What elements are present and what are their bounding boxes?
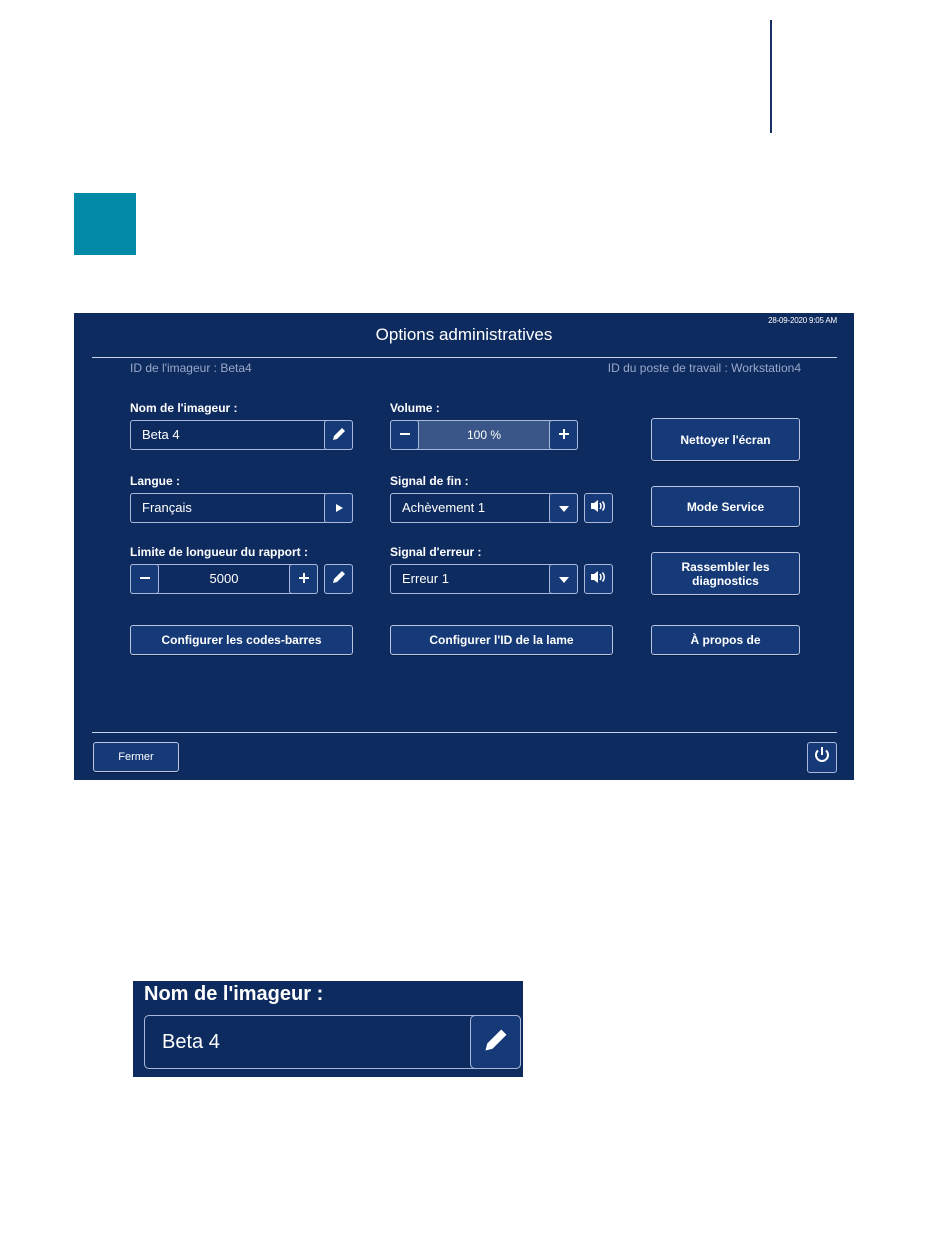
gather-diagnostics-button[interactable]: [651, 552, 800, 595]
end-signal-value: Achèvement 1: [402, 500, 486, 515]
volume-label: Volume :: [390, 401, 440, 415]
pencil-icon: [331, 426, 347, 445]
zoom-imager-name-value: Beta 4: [162, 1031, 220, 1053]
imager-name-label: Nom de l'imageur :: [130, 401, 238, 415]
dropdown-arrow-icon: [558, 572, 570, 587]
power-icon: [813, 746, 831, 769]
workstation-id-text: ID du poste de travail : Workstation4: [607, 361, 801, 375]
volume-value: 100 %: [466, 428, 502, 442]
language-field[interactable]: [130, 493, 353, 523]
power-button[interactable]: [807, 742, 837, 773]
close-label: Fermer: [118, 751, 154, 763]
clean-screen-label: Nettoyer l'écran: [680, 432, 771, 447]
service-mode-label: Mode Service: [686, 499, 765, 514]
configure-slide-id-button[interactable]: [390, 625, 613, 655]
minus-icon: [139, 572, 151, 587]
pencil-icon: [482, 1026, 510, 1059]
zoom-imager-name-label: Nom de l'imageur :: [144, 983, 324, 1005]
about-label: À propos de: [690, 633, 761, 647]
pencil-icon: [331, 569, 347, 590]
report-limit-increase-button[interactable]: [289, 564, 318, 594]
plus-icon: [558, 428, 570, 443]
imager-name-zoom-detail: [133, 981, 523, 1077]
error-signal-play-button[interactable]: [584, 564, 613, 594]
error-signal-dropdown-button[interactable]: [549, 564, 578, 594]
configure-barcodes-label: Configurer les codes-barres: [161, 633, 322, 647]
header-divider: [92, 357, 837, 358]
edit-report-limit-button[interactable]: [324, 564, 353, 594]
gather-diagnostics-label: Rassembler les diagnostics: [681, 559, 770, 588]
report-limit-decrease-button[interactable]: [130, 564, 159, 594]
error-signal-select[interactable]: [390, 564, 578, 594]
error-signal-label: Signal d'erreur :: [390, 545, 482, 559]
language-next-button[interactable]: [324, 493, 353, 523]
end-signal-select[interactable]: [390, 493, 578, 523]
end-signal-dropdown-button[interactable]: [549, 493, 578, 523]
configure-slide-id-label: Configurer l'ID de la lame: [429, 633, 574, 647]
volume-stepper: [390, 420, 578, 450]
dropdown-arrow-icon: [558, 501, 570, 516]
plus-icon: [298, 572, 310, 587]
page-title: Options administratives: [375, 325, 553, 344]
language-label: Langue :: [130, 474, 180, 488]
volume-increase-button[interactable]: [549, 420, 578, 450]
admin-options-screen: [74, 313, 854, 780]
speaker-icon: [590, 570, 608, 589]
zoom-imager-name-field: [144, 1015, 521, 1069]
page-margin-rule: [770, 20, 772, 133]
report-limit-value[interactable]: 5000: [209, 571, 239, 586]
speaker-icon: [590, 499, 608, 518]
about-button[interactable]: [651, 625, 800, 655]
end-signal-play-button[interactable]: [584, 493, 613, 523]
close-button[interactable]: [93, 742, 179, 772]
imager-name-field: [130, 420, 353, 450]
service-mode-button[interactable]: [651, 486, 800, 527]
report-limit-label: Limite de longueur du rapport :: [130, 545, 308, 559]
zoom-edit-imager-name-button[interactable]: [470, 1015, 521, 1069]
report-limit-stepper: [130, 564, 318, 594]
volume-decrease-button[interactable]: [390, 420, 419, 450]
edit-imager-name-button[interactable]: [324, 420, 353, 450]
error-signal-value: Erreur 1: [402, 571, 449, 586]
section-marker: [74, 193, 136, 255]
minus-icon: [399, 428, 411, 443]
clean-screen-button[interactable]: [651, 418, 800, 461]
configure-barcodes-button[interactable]: [130, 625, 353, 655]
footer-divider: [92, 732, 837, 733]
imager-name-value: Beta 4: [142, 427, 180, 442]
language-value: Français: [142, 500, 192, 515]
imager-id-text: ID de l'imageur : Beta4: [130, 361, 252, 375]
timestamp: 28-09-2020 9:05 AM: [768, 316, 837, 325]
play-arrow-icon: [334, 501, 344, 516]
end-signal-label: Signal de fin :: [390, 474, 469, 488]
